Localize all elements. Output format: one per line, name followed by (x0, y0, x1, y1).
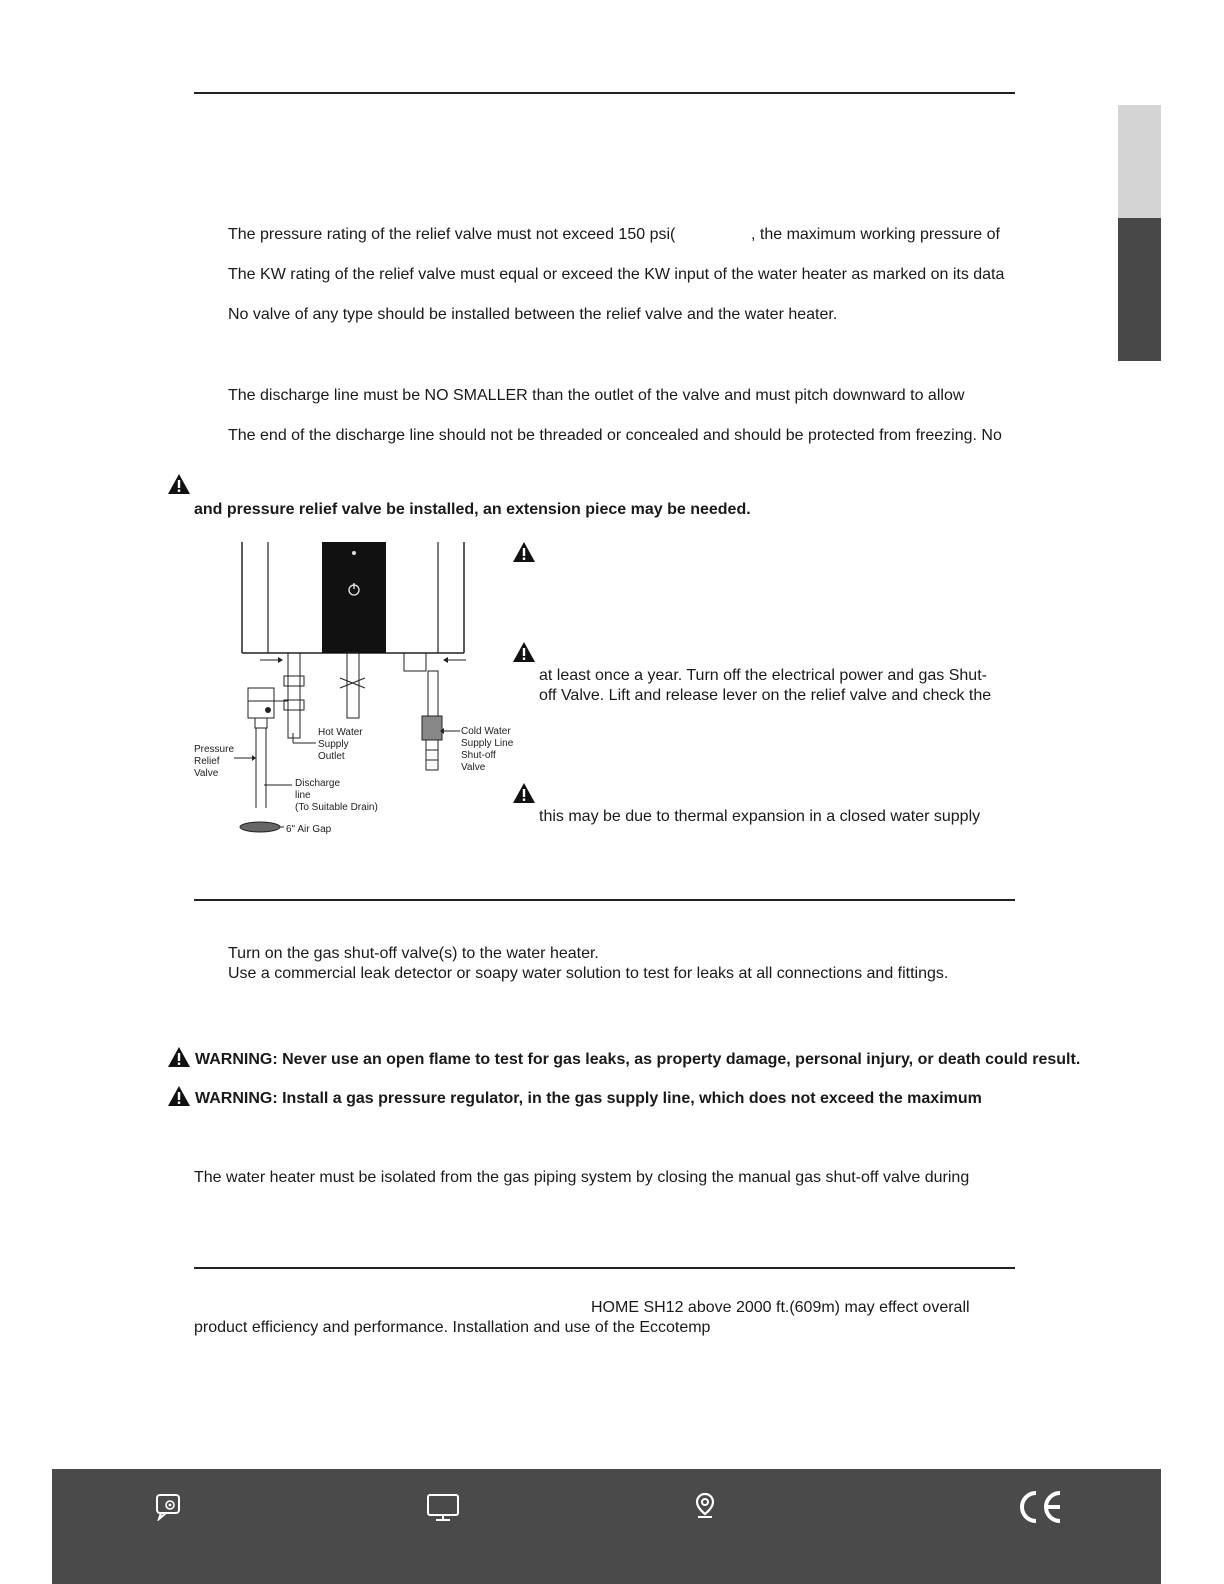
discharge-line-1: The discharge line must be NO SMALLER than the outlet of the valve and must pitch downward to allow (228, 387, 965, 404)
relief-line-3: No valve of any type should be installed between the relief valve and the water heater. (228, 306, 838, 323)
relief-line-1: The pressure rating of the relief valve must not exceed 150 psi( (228, 226, 676, 243)
section-tab-dark (1118, 218, 1161, 361)
ce-mark-icon (1016, 1489, 1064, 1525)
location-pin-icon (695, 1492, 715, 1520)
warning-icon (167, 1085, 191, 1107)
label-hot-3: Outlet (318, 751, 345, 762)
altitude-line-1: HOME SH12 above 2000 ft.(609m) may effect overall (591, 1299, 970, 1316)
discharge-line-2: The end of the discharge line should not be threaded or concealed and should be protected from freezing. No (228, 427, 1002, 444)
gas-line-1: Turn on the gas shut-off valve(s) to the water heater. (228, 945, 599, 962)
cold-water-pipe (428, 671, 438, 716)
footer-bar (52, 1469, 1161, 1584)
note2-line-2: off Valve. Lift and release lever on the relief valve and check the (539, 687, 992, 704)
hot-water-pipe (288, 653, 300, 738)
label-cold-1: Cold Water (461, 726, 511, 737)
section-tab-light (1118, 105, 1161, 218)
center-pipe (347, 653, 359, 718)
warning-icon (167, 473, 191, 495)
top-divider (194, 92, 1015, 94)
control-panel (322, 542, 386, 653)
relief-line-1-tail: , the maximum working pressure of (751, 226, 1000, 243)
extension-note: and pressure relief valve be installed, an extension piece may be needed. (194, 501, 751, 518)
label-discharge-2: line (295, 790, 311, 801)
installation-diagram (190, 538, 520, 843)
altitude-divider (194, 1267, 1015, 1269)
flame-indicator-icon (352, 551, 356, 555)
label-air-gap: 6" Air Gap (286, 824, 332, 835)
gas-warning-1: WARNING: Never use an open flame to test for gas leaks, as property damage, personal injury, or death could result. (195, 1051, 1081, 1068)
label-cold-2: Supply Line (461, 738, 514, 749)
altitude-line-2: product efficiency and performance. Installation and use of the Eccotemp (194, 1319, 711, 1336)
warning-icon (512, 541, 536, 563)
warning-icon (512, 641, 536, 663)
floor-drain (240, 822, 280, 832)
warning-icon (167, 1046, 191, 1068)
support-chat-icon (155, 1493, 185, 1521)
relief-line-2: The KW rating of the relief valve must equal or exceed the KW input of the water heater as marked on its data (228, 266, 1005, 283)
warning-icon (512, 782, 536, 804)
label-cold-3: Shut-off (461, 750, 496, 761)
cold-water-connector (404, 653, 426, 671)
label-pressure-relief-1: Pressure (194, 744, 235, 755)
monitor-icon (426, 1493, 460, 1523)
isolate-line: The water heater must be isolated from the gas piping system by closing the manual gas shut-off valve during (194, 1169, 970, 1186)
shutoff-valve (422, 716, 442, 740)
label-hot-2: Supply (318, 739, 349, 750)
gas-divider (194, 899, 1015, 901)
label-cold-4: Valve (461, 762, 486, 773)
note2-line-1: at least once a year. Turn off the electrical power and gas Shut- (539, 667, 987, 684)
gas-warning-2: WARNING: Install a gas pressure regulator, in the gas supply line, which does not exceed the maximum (195, 1090, 982, 1107)
gas-line-2: Use a commercial leak detector or soapy water solution to test for leaks at all connections and fittings. (228, 965, 949, 982)
label-pressure-relief-2: Relief (194, 756, 220, 767)
label-pressure-relief-3: Valve (194, 768, 219, 779)
relief-valve (248, 688, 274, 718)
label-discharge-1: Discharge (295, 778, 341, 789)
label-discharge-3: (To Suitable Drain) (295, 802, 378, 813)
note3-line-1: this may be due to thermal expansion in a closed water supply (539, 808, 981, 825)
label-hot-1: Hot Water (318, 727, 363, 738)
